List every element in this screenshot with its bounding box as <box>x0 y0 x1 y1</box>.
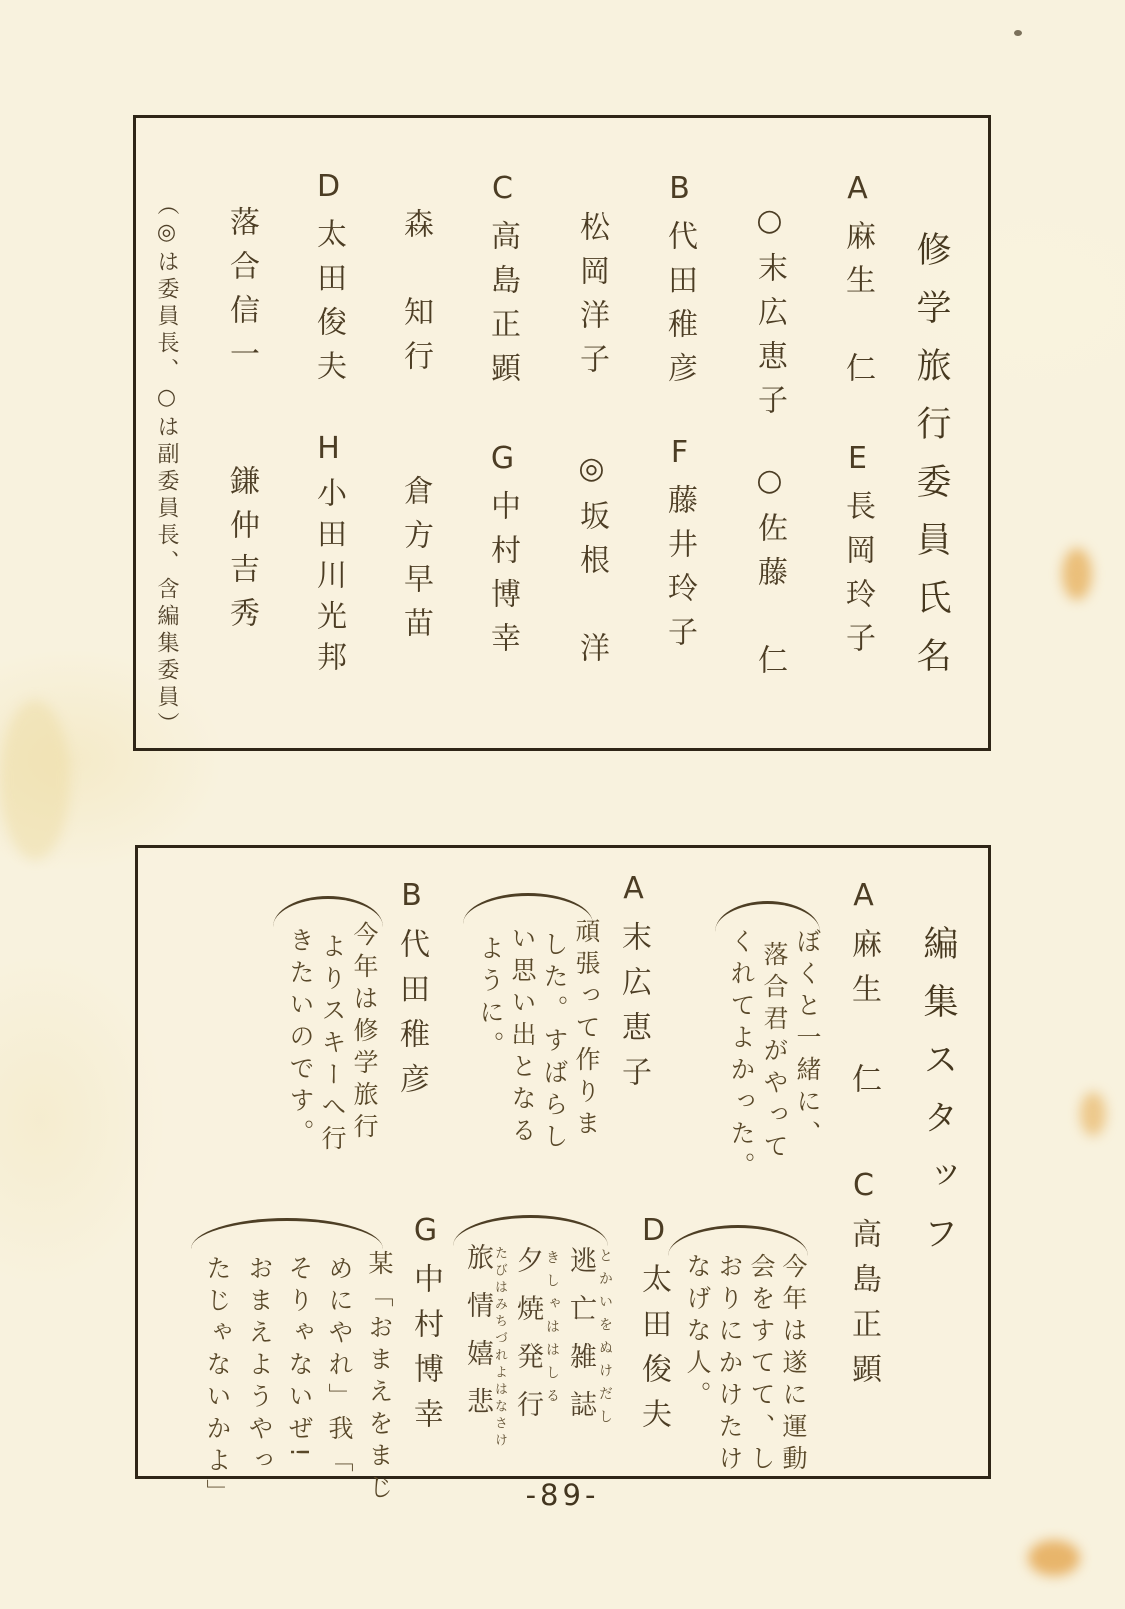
poem-furigana: たびはみちづれよはなさけ <box>492 1246 507 1450</box>
committee-entry: 倉方早苗 <box>398 475 433 651</box>
comment-bracket <box>453 1215 608 1246</box>
poem-furigana: きしゃははしる <box>544 1250 560 1411</box>
staff-member-name: A末広恵子 <box>616 871 651 1101</box>
poem-line-main: 旅情嬉悲 <box>462 1243 493 1435</box>
committee-entry: 松岡洋子 <box>574 211 609 387</box>
paper-dot <box>1014 30 1022 36</box>
comment-line: い思い出となる <box>508 925 537 1149</box>
comment-line: きたいのです。 <box>286 927 315 1151</box>
comment-line: たじゃないかよ」 <box>203 1255 232 1511</box>
comment-line: 落合君がやって <box>760 941 789 1165</box>
comment-line: ぼくと一緒に、 <box>793 928 822 1152</box>
stain-mark <box>0 700 70 860</box>
comment-line: 今年は修学旅行 <box>350 921 379 1145</box>
stain-mark <box>1062 548 1092 600</box>
committee-entry: E長岡玲子 <box>840 441 875 666</box>
committee-entry: C高島正顕 <box>485 171 520 396</box>
comment-bracket <box>668 1225 808 1256</box>
committee-entry: ○末広恵子 <box>752 203 787 428</box>
stain-mark <box>1080 1092 1106 1136</box>
poem-furigana: とかいをぬけだし <box>597 1248 613 1432</box>
committee-note: （◎は委員長、○は副委員長、含編集委員） <box>154 193 179 739</box>
comment-line: 会をすてて、し <box>747 1253 776 1477</box>
comment-line: ように。 <box>476 935 505 1063</box>
page-number: -89- <box>525 1478 600 1512</box>
comment-line: よりスキーへ行 <box>318 933 347 1157</box>
comment-line: おまえようやっ <box>245 1255 274 1479</box>
staff-member-name: A麻生 仁 <box>846 878 881 1108</box>
staff-member-name: G中村博幸 <box>408 1213 443 1443</box>
staff-title: 編集スタッフ <box>918 925 958 1273</box>
committee-entry: A麻生 仁 <box>840 171 875 396</box>
comment-line: した。すばらし <box>540 931 569 1155</box>
stain-mark <box>1028 1540 1080 1576</box>
committee-title: 修学旅行委員氏名 <box>911 231 951 695</box>
staff-member-name: D太田俊夫 <box>636 1213 671 1443</box>
committee-entry: F藤井玲子 <box>662 435 697 660</box>
committee-entry: G中村博幸 <box>485 441 520 666</box>
staff-member-name: C高島正顕 <box>846 1168 881 1398</box>
comment-line: 某「おまえをまじ <box>365 1250 394 1506</box>
comment-line: くれてよかった。 <box>727 928 756 1184</box>
staff-member-name: B代田稚彦 <box>394 878 429 1108</box>
committee-entry: D太田俊夫 <box>311 169 346 394</box>
committee-entry: 落合信一 <box>224 206 259 382</box>
comment-line: そりゃないぜ! <box>285 1255 314 1465</box>
comment-line: めにやれ」我「 <box>325 1255 354 1479</box>
comment-line: なげな人。 <box>683 1253 712 1413</box>
committee-entry: ◎坂根 洋 <box>574 451 609 676</box>
comment-line: 今年は遂に運動 <box>779 1253 808 1477</box>
poem-line-main: 逃亡雑誌 <box>565 1246 596 1438</box>
comment-line: おりにかけたけ <box>715 1253 744 1477</box>
committee-entry: ○佐藤 仁 <box>752 463 787 688</box>
poem-line-main: 夕焼発行 <box>512 1246 543 1438</box>
comment-bracket <box>191 1218 383 1249</box>
committee-entry: B代田稚彦 <box>662 171 697 396</box>
committee-box <box>133 115 991 751</box>
committee-entry: 鎌仲吉秀 <box>224 465 259 641</box>
committee-entry: H小田川光邦 <box>311 431 346 682</box>
comment-line: 頑張って作りま <box>572 918 601 1142</box>
committee-entry: 森 知行 <box>398 208 433 384</box>
